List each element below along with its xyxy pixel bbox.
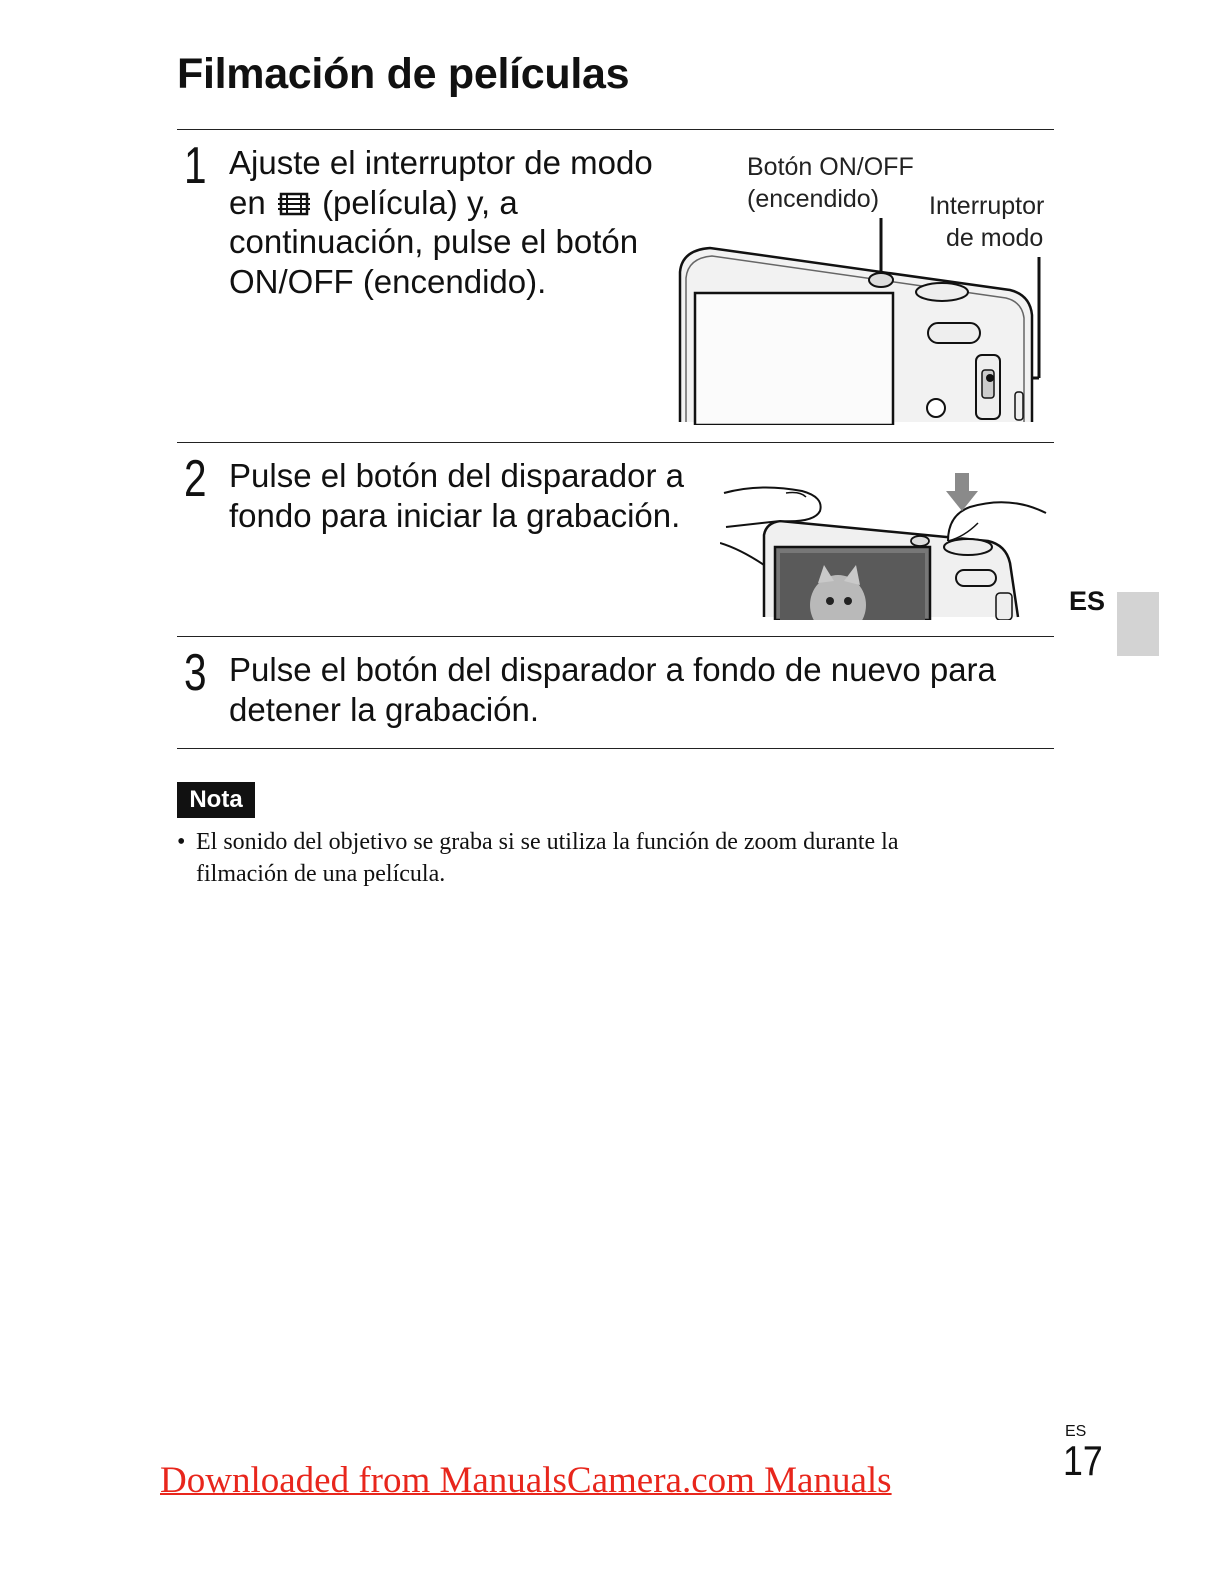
step-number: 3 xyxy=(184,644,207,702)
step-number: 1 xyxy=(184,137,207,195)
step-1-text-before: Ajuste el interruptor de modo en xyxy=(229,144,653,221)
onoff-label-line2: (encendido) xyxy=(747,185,880,213)
language-tab-label: ES xyxy=(1069,586,1106,616)
step-1-text-after: (película) y, a continuación, pulse el botón ON/OFF (encendido). xyxy=(229,183,639,300)
footer-download-link[interactable]: Downloaded from ManualsCamera.com Manuals xyxy=(160,1460,892,1501)
page-title: Filmación de películas xyxy=(177,50,630,98)
shutter-press-illustration xyxy=(720,465,1055,620)
camera-back-illustration xyxy=(670,210,1050,425)
movie-film-icon xyxy=(277,191,311,217)
divider xyxy=(177,748,1054,749)
mode-switch-label-line2: de modo xyxy=(946,224,1044,252)
step-1-text xyxy=(229,143,654,301)
mode-switch-label-line1: Interruptor xyxy=(929,192,1045,220)
step-number: 2 xyxy=(184,450,207,508)
step-3-text: Pulse el botón del disparador a fondo de nuevo para detener la grabación. xyxy=(229,651,996,728)
bullet: • xyxy=(177,829,186,855)
divider xyxy=(177,442,1054,443)
note-text: El sonido del objetivo se graba si se utiliza la función de zoom durante la filmación de una película. xyxy=(196,829,899,887)
divider xyxy=(177,636,1054,637)
language-tab xyxy=(1117,592,1159,656)
divider xyxy=(177,129,1054,130)
page-number: 17 xyxy=(1063,1437,1103,1484)
note-label: Nota xyxy=(177,782,255,818)
page-number-prefix: ES xyxy=(1065,1423,1087,1440)
onoff-label-line1: Botón ON/OFF xyxy=(747,153,914,181)
step-2-text: Pulse el botón del disparador a fondo para iniciar la grabación. xyxy=(229,457,684,534)
